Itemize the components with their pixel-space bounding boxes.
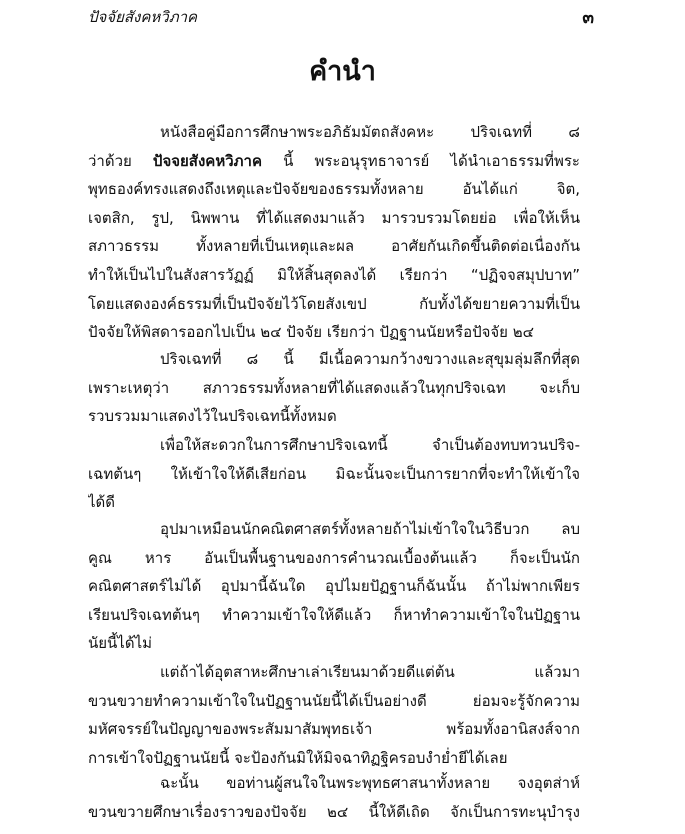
text-line: ปัจจัยให้พิสดารออกไปเป็น ๒๔ ปัจจัย เรียกว่า ปัฏฐานนัยหรือปัจจัย ๒๔ (88, 323, 534, 342)
text-line: เฉทต้นๆ ให้เข้าใจให้ดีเสียก่อน มิฉะนั้นจะเป็นการยากที่จะทำให้เข้าใจ (88, 464, 580, 483)
text-line: คูณ หาร อันเป็นพื้นฐานของการคำนวณเบื้องต้นแล้ว ก็จะเป็นนัก (88, 548, 580, 567)
text-fragment: ว่าด้วย (88, 151, 132, 170)
text-line: ได้ดี (88, 493, 116, 512)
text-line: คณิตศาสตร์ไม่ได้ อุปมานี้ฉันใด อุปไมยปัฏฐานก็ฉันนั้น ถ้าไม่พากเพียร (88, 577, 580, 596)
page-title: คำนำ (309, 56, 376, 87)
text-line: เจตสิก, รูป, นิพพาน ที่ได้แสดงมาแล้ว มารวบรวมโดยย่อ เพื่อให้เห็น (88, 208, 580, 227)
text-line: นัยนี้ได้ไม่ (88, 634, 153, 653)
text-fragment: นี้ พระอนุรุทธาจารย์ ได้นำเอาธรรมที่พระ (283, 151, 580, 170)
text-line: ขวนขวายทำความเข้าใจในปัฏฐานนัยนี้ได้เป็นอย่างดี ย่อมจะรู้จักความ (88, 691, 580, 710)
text-line: โดยแสดงองค์ธรรมที่เป็นปัจจัยไว้โดยสังเขป กับทั้งได้ขยายความที่เป็น (88, 294, 580, 313)
text-line: ปริจเฉทที่ ๘ นี้ มีเนื้อความกว้างขวางและสุขุมลุ่มลึกที่สุด (160, 350, 580, 368)
bold-term: ปัจจยสังคหวิภาค (152, 151, 262, 170)
text-line: อุปมาเหมือนนักคณิตศาสตร์ทั้งหลายถ้าไม่เข้าใจในวิธีบวก ลบ (160, 520, 580, 538)
text-line: เพราะเหตุว่า สภาวธรรมทั้งหลายที่ได้แสดงแล้วในทุกปริจเฉท จะเก็บ (88, 378, 580, 397)
paragraph-4 (88, 515, 580, 658)
text-line: ทำให้เป็นไปในสังสารวัฏฏ์ มิให้สิ้นสุดลงได้ เรียกว่า “ปฏิจจสมุปบาท” (88, 265, 580, 284)
text-line: เพื่อให้สะดวกในการศึกษาปริจเฉทนี้ จำเป็นต้องทบทวนปริจ- (160, 436, 580, 454)
paragraph-2 (88, 345, 580, 431)
text-line: การเข้าใจปัฏฐานนัยนี้ จะป้องกันมิให้มิจฉาทิฏฐิครอบงำย่ำยีได้เลย (88, 748, 508, 767)
text-line: แต่ถ้าได้อุตสาหะศึกษาเล่าเรียนมาด้วยดีแต่ต้น แล้วมา (160, 663, 580, 681)
paragraph-3 (88, 431, 580, 517)
text-line: สภาวธรรม ทั้งหลายที่เป็นเหตุและผล อาศัยกันเกิดขึ้นติดต่อเนื่องกัน (88, 237, 580, 256)
text-line: ขวนขวายศึกษาเรื่องราวของปัจจัย ๒๔ นี้ให้ดีเถิด จักเป็นการทะนุบำรุง (88, 802, 580, 821)
paragraph-1 (88, 118, 580, 347)
paragraph-5 (88, 658, 580, 772)
text-line: พุทธองค์ทรงแสดงถึงเหตุและปัจจัยของธรรมทั้งหลาย อันได้แก่ จิต, (88, 180, 580, 199)
text-line: มหัศจรรย์ในปัญญาของพระสัมมาสัมพุทธเจ้า พร้อมทั้งอานิสงส์จาก (88, 720, 580, 739)
page-number: ๓ (582, 7, 594, 28)
paragraph-6 (88, 769, 580, 826)
page-header (88, 4, 594, 30)
text-line: ฉะนั้น ขอท่านผู้สนใจในพระพุทธศาสนาทั้งหลาย จงอุตส่าห์ (160, 774, 580, 792)
text-line: หนังสือคู่มือการศึกษาพระอภิธัมมัตถสังคหะ ปริจเฉทที่ ๘ (160, 123, 580, 141)
text-line (88, 147, 580, 176)
running-title: ปัจจัยสังคหวิภาค (88, 8, 198, 26)
text-line: รวบรวมมาแสดงไว้ในปริจเฉทนี้ทั้งหมด (88, 407, 337, 426)
text-line: เรียนปริจเฉทต้นๆ ทำความเข้าใจให้ดีแล้ว ก็หาทำความเข้าใจในปัฏฐาน (88, 605, 580, 624)
